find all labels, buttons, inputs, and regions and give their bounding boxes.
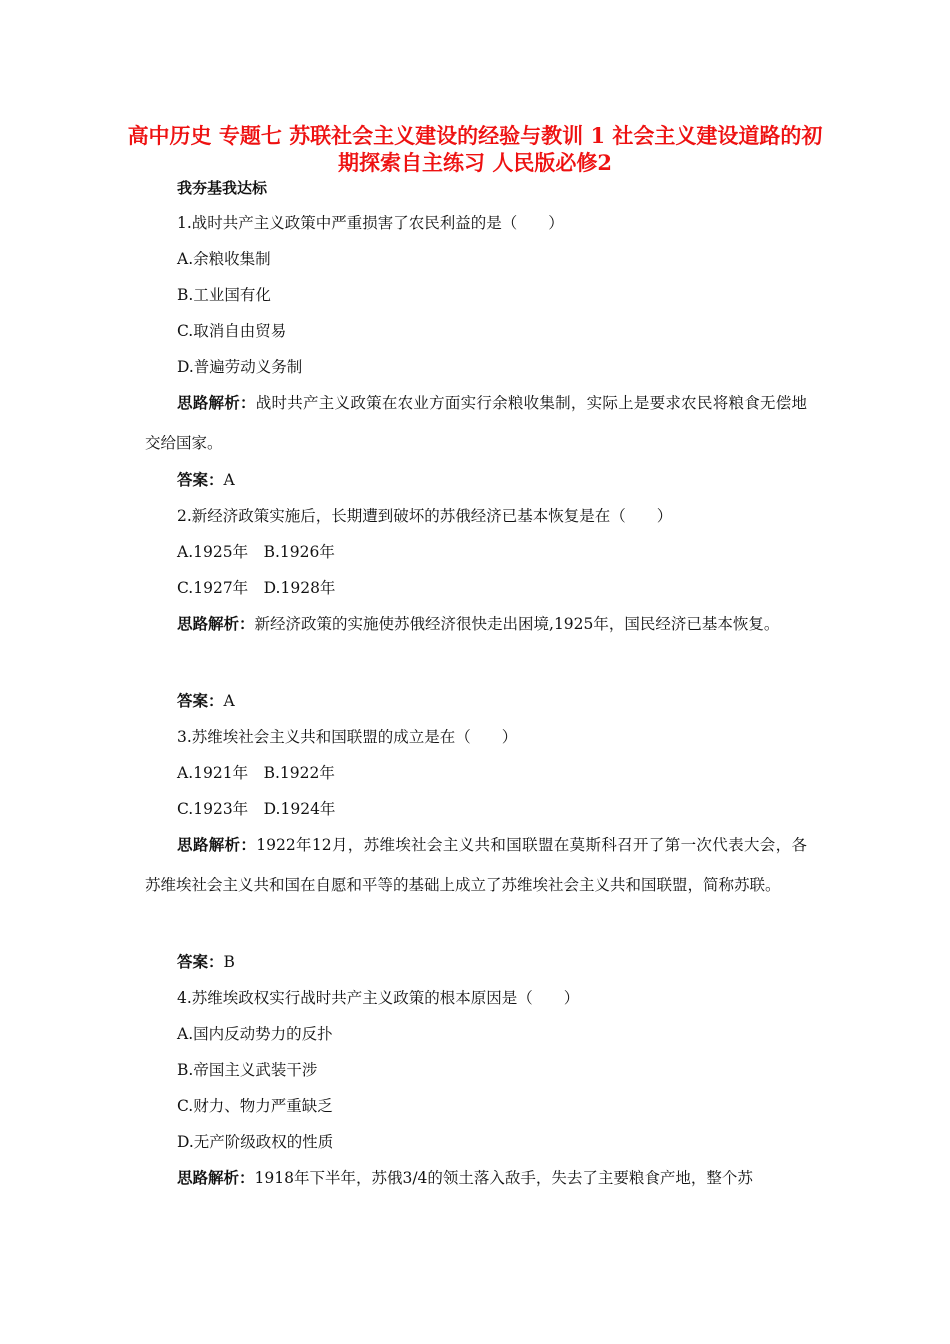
answer: [177, 691, 235, 711]
question-stem: 4.苏维埃政权实行战时共产主义政策的根本原因是（ ）: [177, 989, 580, 1007]
analysis-label: 思路解析：: [177, 835, 257, 854]
answer-label: 答案：: [177, 952, 224, 971]
option: C.1923年 D.1924年: [177, 800, 336, 818]
option: D.普遍劳动义务制: [177, 358, 303, 376]
option: A.1921年 B.1922年: [177, 764, 335, 782]
analysis-label: 思路解析：: [177, 393, 256, 412]
section-heading: 我夯基我达标: [177, 179, 268, 197]
answer-label: 答案：: [177, 691, 224, 710]
option: B.工业国有化: [177, 286, 271, 304]
answer-label: 答案：: [177, 470, 224, 489]
analysis: [145, 825, 807, 905]
document-title: 高中历史 专题七 苏联社会主义建设的经验与教训 1 社会主义建设道路的初期探索自主练习 人民版必修2: [127, 123, 823, 175]
option: C.1927年 D.1928年: [177, 579, 336, 597]
analysis-label: 思路解析：: [177, 614, 255, 633]
option: C.财力、物力严重缺乏: [177, 1097, 333, 1115]
analysis-label: 思路解析：: [177, 1168, 255, 1187]
answer-value: A: [223, 471, 235, 489]
question-stem: 3.苏维埃社会主义共和国联盟的成立是在（ ）: [177, 728, 518, 746]
option: A.国内反动势力的反扑: [177, 1025, 333, 1043]
question-stem: 2.新经济政策实施后，长期遭到破坏的苏俄经济已基本恢复是在（ ）: [177, 507, 673, 525]
option: D.无产阶级政权的性质: [177, 1133, 334, 1151]
option: B.帝国主义武装干涉: [177, 1061, 318, 1079]
analysis-text: 新经济政策的实施使苏俄经济很快走出困境,1925年，国民经济已基本恢复。: [254, 615, 780, 633]
analysis-text: 1922年12月，苏维埃社会主义共和国联盟在莫斯科召开了第一次代表大会，各苏维埃社会主义共和国在自愿和平等的基础上成立了苏维埃社会主义共和国联盟，简称苏联。: [145, 836, 807, 894]
answer-value: A: [223, 692, 235, 710]
analysis-text: 1918年下半年，苏俄3/4的领土落入敌手，失去了主要粮食产地，整个苏: [254, 1169, 753, 1187]
option: A.余粮收集制: [177, 250, 271, 268]
option: A.1925年 B.1926年: [177, 543, 335, 561]
answer-value: B: [223, 953, 235, 971]
analysis: [145, 1158, 807, 1198]
answer: [177, 952, 235, 972]
option: C.取消自由贸易: [177, 322, 287, 340]
analysis: [145, 604, 807, 644]
question-stem: 1.战时共产主义政策中严重损害了农民利益的是（ ）: [177, 214, 564, 232]
analysis: [145, 383, 807, 463]
answer: [177, 470, 235, 490]
analysis-text: 战时共产主义政策在农业方面实行余粮收集制，实际上是要求农民将粮食无偿地交给国家。: [145, 394, 807, 452]
